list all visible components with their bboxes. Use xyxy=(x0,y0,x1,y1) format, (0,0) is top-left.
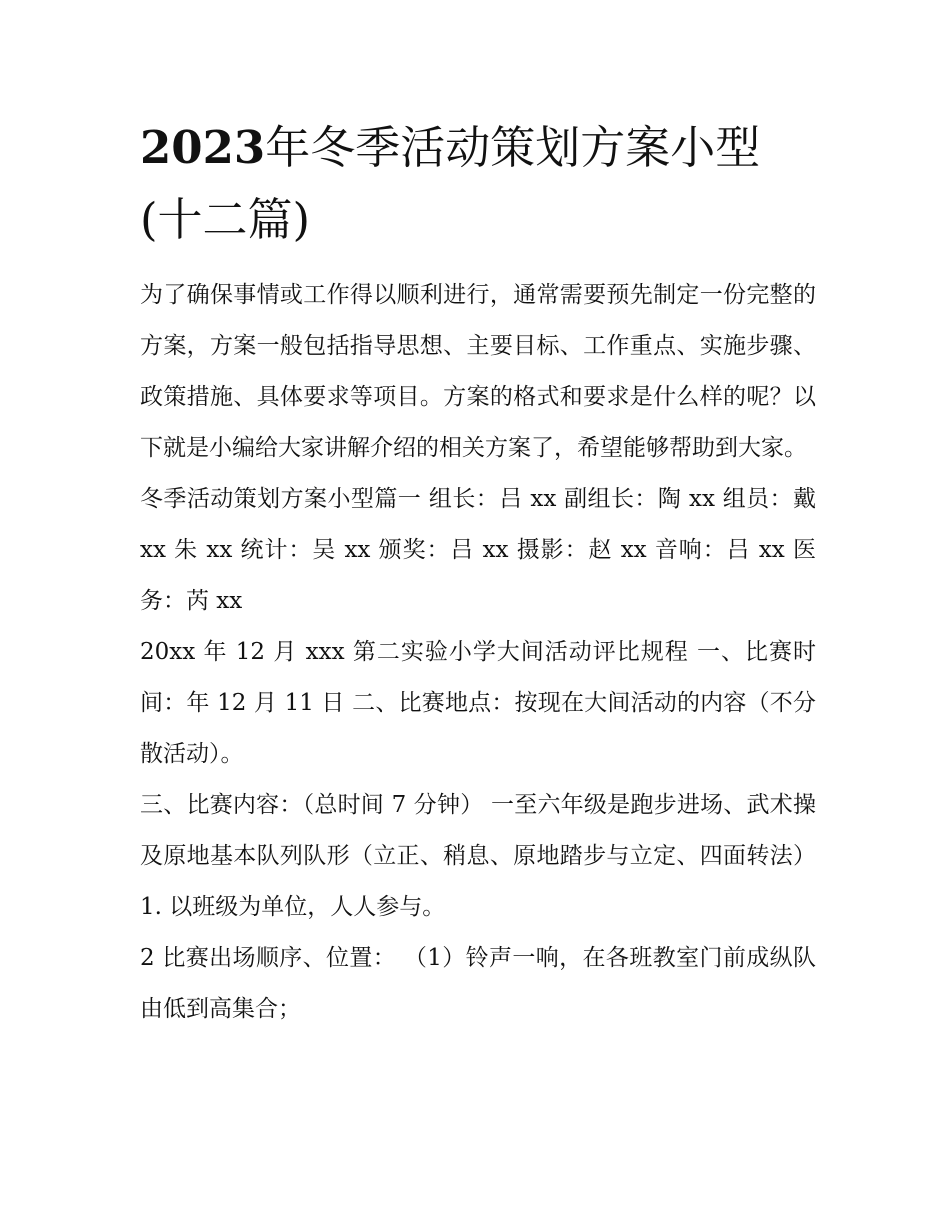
paragraph-staff: 冬季活动策划方案小型篇一 组长：吕 xx 副组长：陶 xx 组员：戴 xx 朱 xx 统计：吴 xx 颁奖：吕 xx 摄影：赵 xx 音响：吕 xx 医务：芮 xx xyxy=(140,486,816,614)
paragraph-time-place: 20xx 年 12 月 xxx 第二实验小学大间活动评比规程 一、比赛时间：年 12 月 11 日 二、比赛地点：按现在大间活动的内容（不分散活动）。 xyxy=(140,639,816,767)
paragraph-intro: 为了确保事情或工作得以顺利进行，通常需要预先制定一份完整的方案，方案一般包括指导思想、主要目标、工作重点、实施步骤、政策措施、具体要求等项目。方案的格式和要求是什么样的呢？以下就是小编给大家讲解介绍的相关方案了，希望能够帮助到大家。 xyxy=(140,282,816,461)
paragraph-content: 三、比赛内容：（总时间 7 分钟） 一至六年级是跑步进场、武术操及原地基本队列队形（立正、稍息、原地踏步与立定、四面转法） 1. 以班级为单位，人人参与。 xyxy=(140,792,816,920)
title-year: 2023 xyxy=(140,121,266,174)
paragraph-order: 2 比赛出场顺序、位置： （1）铃声一响，在各班教室门前成纵队由低到高集合； xyxy=(140,945,816,1022)
title-text: 年冬季活动策划方案小型(十二篇) xyxy=(140,121,761,246)
document-body xyxy=(140,270,816,1035)
document-title xyxy=(140,112,816,256)
document-page xyxy=(140,112,816,1035)
